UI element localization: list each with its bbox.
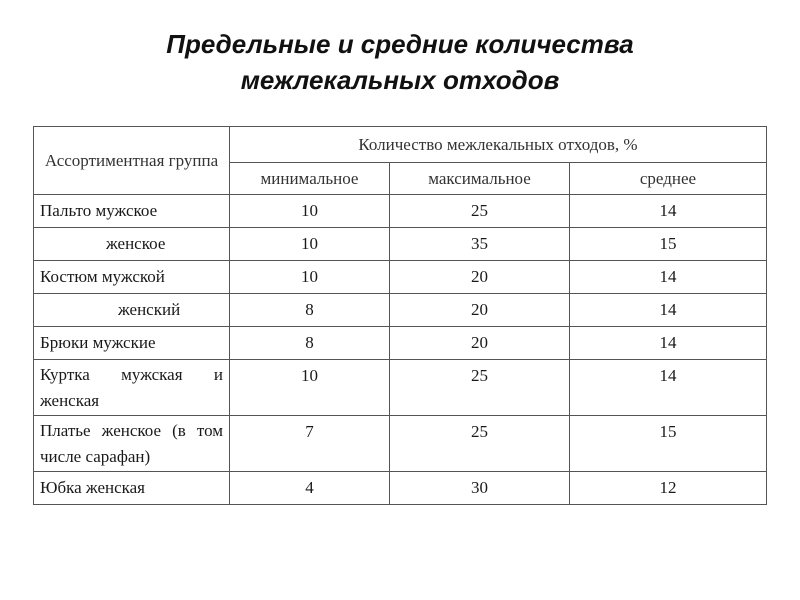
table-row [34,416,767,472]
waste-table [33,126,767,505]
table-row [34,261,767,294]
row-label: женский [34,294,230,327]
cell-min: 10 [230,228,390,261]
header-avg: среднее [570,163,767,195]
cell-min: 10 [230,195,390,228]
cell-avg: 12 [570,472,767,505]
row-label: Платье женское (в том числе сарафан) [34,416,230,472]
cell-min: 8 [230,327,390,360]
cell-min: 7 [230,416,390,472]
title-line-1: Предельные и средние количества [166,29,634,59]
header-waste-quantity: Количество межлекальных отходов, % [230,127,767,163]
cell-max: 30 [390,472,570,505]
cell-max: 25 [390,416,570,472]
cell-min: 4 [230,472,390,505]
row-label: женское [34,228,230,261]
cell-max: 20 [390,327,570,360]
row-label: Костюм мужской [34,261,230,294]
cell-max: 20 [390,294,570,327]
table-row [34,228,767,261]
header-assortment-group: Ассортиментная группа [34,127,230,195]
cell-avg: 15 [570,416,767,472]
cell-avg: 14 [570,294,767,327]
cell-min: 10 [230,261,390,294]
cell-avg: 15 [570,228,767,261]
cell-avg: 14 [570,327,767,360]
page-title [0,26,800,98]
row-label: Юбка женская [34,472,230,505]
header-min: минимальное [230,163,390,195]
cell-max: 20 [390,261,570,294]
cell-avg: 14 [570,360,767,416]
table-row [34,294,767,327]
cell-max: 25 [390,360,570,416]
table-row [34,195,767,228]
cell-max: 25 [390,195,570,228]
row-label: Брюки мужские [34,327,230,360]
table-row [34,327,767,360]
cell-min: 10 [230,360,390,416]
row-label: Пальто мужское [34,195,230,228]
header-row-1 [34,127,767,163]
cell-min: 8 [230,294,390,327]
header-max: максимальное [390,163,570,195]
table-row [34,360,767,416]
title-line-2: межлекальных отходов [240,65,560,95]
cell-avg: 14 [570,195,767,228]
table-row [34,472,767,505]
row-label: Куртка мужская и женская [34,360,230,416]
cell-avg: 14 [570,261,767,294]
cell-max: 35 [390,228,570,261]
